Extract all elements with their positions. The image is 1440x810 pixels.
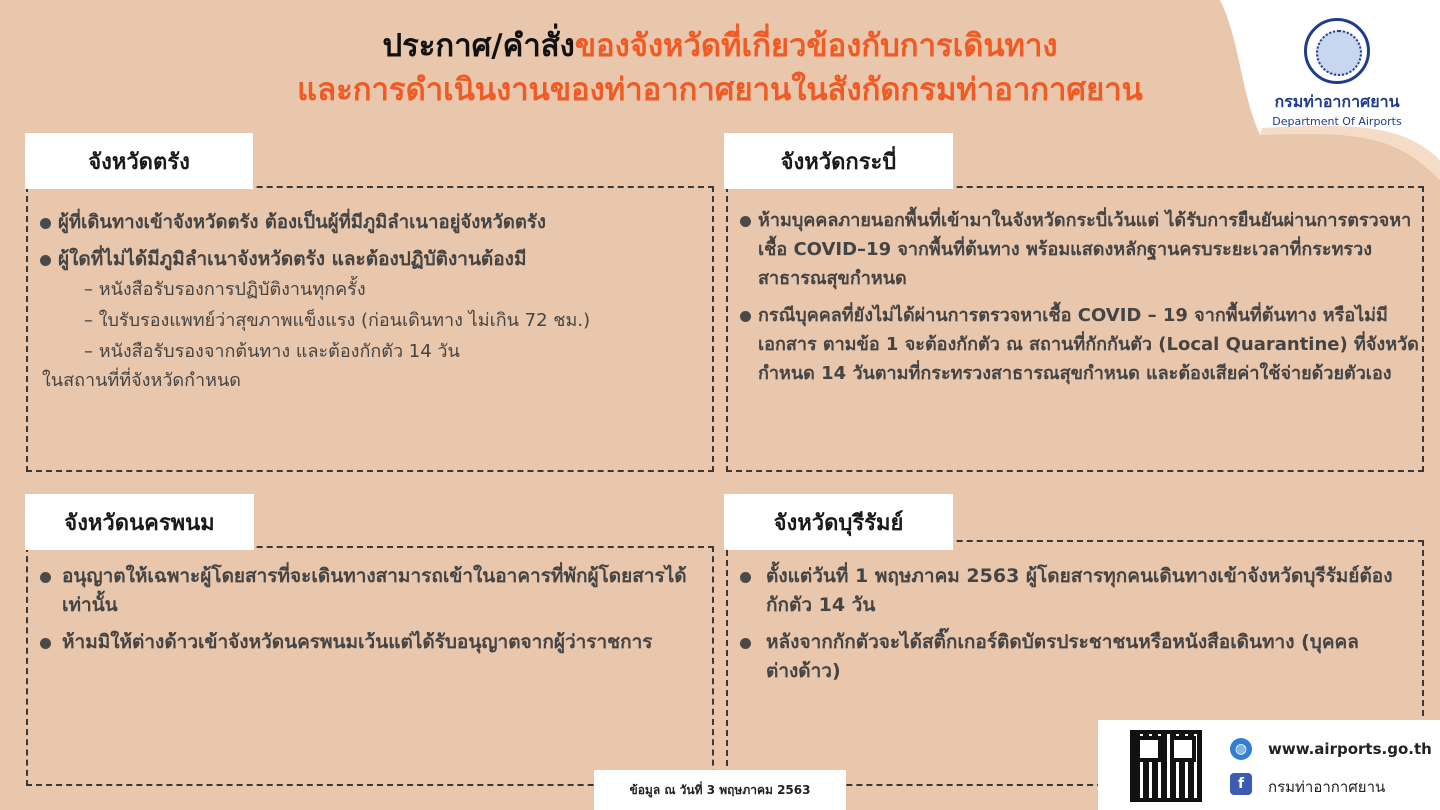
logo-name-en: Department Of Airports: [1272, 115, 1402, 128]
sub-item: – หนังสือรับรองจากต้นทาง และต้องกักตัว 14 วัน: [84, 341, 460, 362]
list-item: กรณีบุคคลที่ยังไม่ได้ผ่านการตรวจหาเชื้อ COVID – 19 จากพื้นที่ต้นทาง หรือไม่มีเอกสาร ตามข้อ 1 จะต้องกักตัว ณ สถานที่กักกันตัว (Local Quarantine) ที่จังหวัดกำหนด 14 วันตามที่กระทรวงสาธารณสุขกำหนด และต้องเสียค่าใช้จ่ายด้วยตัวเอง: [738, 301, 1422, 388]
facebook-link[interactable]: กรมท่าอากาศยาน: [1268, 778, 1386, 796]
list-item: ห้ามมิให้ต่างด้าวเข้าจังหวัดนครพนมเว้นแต่ได้รับอนุญาตจากผู้ว่าราชการ: [38, 628, 698, 657]
list-item: หลังจากกักตัวจะได้สติ๊กเกอร์ติดบัตรประชาชนหรือหนังสือเดินทาง (บุคคลต่างด้าว): [738, 628, 1416, 686]
page-title: [160, 24, 1280, 112]
tab-buriram: จังหวัดบุรีรัมย์: [724, 494, 953, 550]
trang-content: [38, 208, 714, 395]
sub-item: – หนังสือรับรองการปฏิบัติงานทุกครั้ง: [84, 279, 366, 300]
title-part-1: ประกาศ/คำสั่ง: [382, 28, 575, 64]
globe-icon: ◍: [1230, 738, 1252, 760]
tab-krabi: จังหวัดกระบี่: [724, 133, 953, 189]
buriram-content: [738, 562, 1416, 694]
logo-name-th: กรมท่าอากาศยาน: [1274, 92, 1400, 111]
sub-item: – ใบรับรองแพทย์ว่าสุขภาพแข็งแรง (ก่อนเดินทาง ไม่เกิน 72 ชม.): [84, 310, 591, 331]
list-item: ผู้ใดที่ไม่ได้มีภูมิลำเนาจังหวัดตรัง และต้องปฏิบัติงานต้องมี: [38, 245, 714, 274]
nakhon-phanom-content: [38, 562, 698, 665]
title-part-2: ของจังหวัดที่เกี่ยวข้องกับการเดินทาง: [574, 28, 1058, 64]
website-link[interactable]: www.airports.go.th: [1268, 740, 1432, 758]
dept-logo: [1262, 18, 1412, 128]
tab-nakhon-phanom: จังหวัดนครพนม: [25, 494, 254, 550]
list-item: ตั้งแต่วันที่ 1 พฤษภาคม 2563 ผู้โดยสารทุกคนเดินทางเข้าจังหวัดบุรีรัมย์ต้องกักตัว 14 วัน: [738, 562, 1416, 620]
date-note: ข้อมูล ณ วันที่ 3 พฤษภาคม 2563: [594, 770, 846, 810]
trailing-text: ในสถานที่ที่จังหวัดกำหนด: [42, 370, 241, 391]
list-item: ห้ามบุคคลภายนอกพื้นที่เข้ามาในจังหวัดกระบี่เว้นแต่ ได้รับการยืนยันผ่านการตรวจหาเชื้อ COVID–19 จากพื้นที่ต้นทาง พร้อมแสดงหลักฐานครบระยะเวลาที่กระทรวงสาธารณสุขกำหนด: [738, 206, 1422, 293]
qr-code-icon[interactable]: [1130, 730, 1202, 802]
krabi-content: [738, 206, 1422, 396]
list-item: ผู้ที่เดินทางเข้าจังหวัดตรัง ต้องเป็นผู้ที่มีภูมิลำเนาอยู่จังหวัดตรัง: [38, 208, 714, 237]
facebook-icon: f: [1230, 773, 1252, 795]
tab-trang: จังหวัดตรัง: [25, 133, 253, 189]
seal-icon: [1304, 18, 1370, 84]
list-item: อนุญาตให้เฉพาะผู้โดยสารที่จะเดินทางสามารถเข้าในอาคารที่พักผู้โดยสารได้เท่านั้น: [38, 562, 698, 620]
title-line-2: และการดำเนินงานของท่าอากาศยานในสังกัดกรมท่าอากาศยาน: [297, 72, 1143, 108]
contact-box: [1098, 720, 1440, 810]
